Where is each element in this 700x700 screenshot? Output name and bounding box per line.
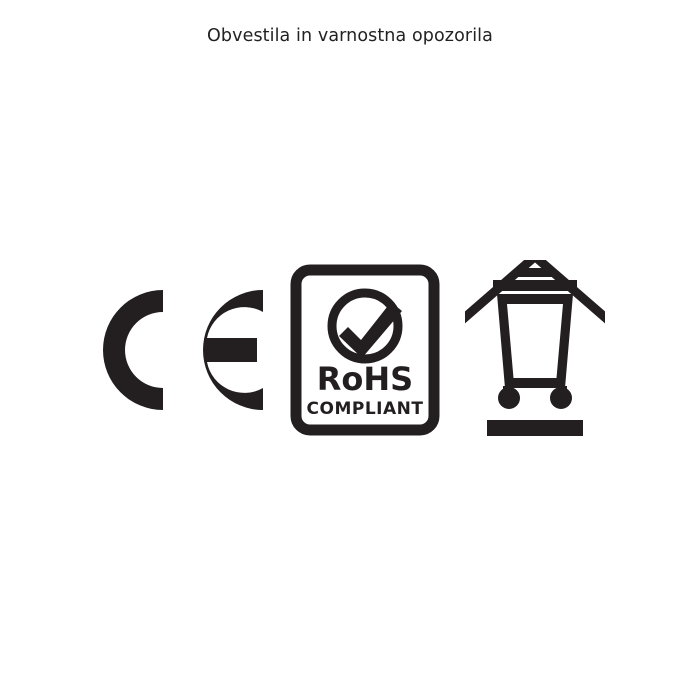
ce-marking-symbol [80, 250, 280, 450]
svg-text:COMPLIANT: COMPLIANT [306, 399, 424, 419]
rohs-compliant-symbol [280, 250, 450, 450]
page-title: Obvestila in varnostna opozorila [207, 26, 493, 46]
ce-marking-icon [85, 270, 275, 430]
weee-bin-symbol [450, 250, 620, 450]
weee-bin-icon [465, 260, 605, 440]
rohs-compliant-icon [290, 264, 440, 436]
svg-text:RoHS: RoHS [316, 360, 414, 398]
compliance-symbol-row [0, 250, 700, 450]
